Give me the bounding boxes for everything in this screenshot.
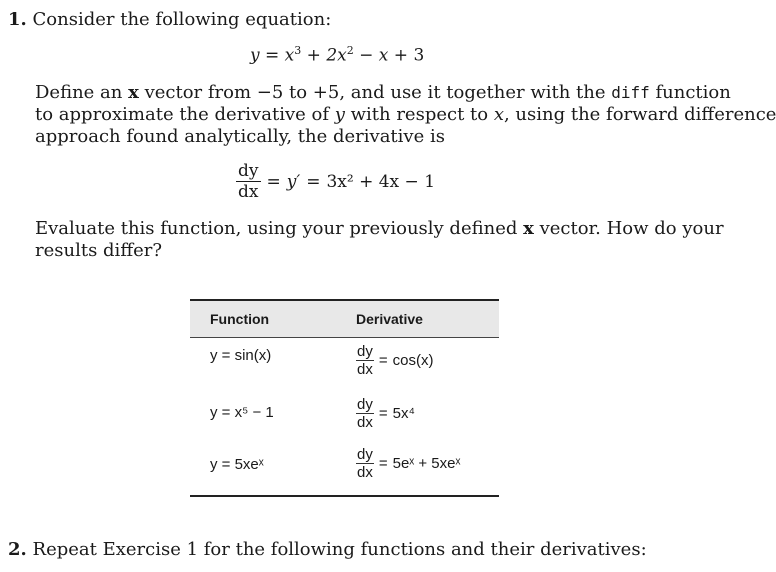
paragraph-line-3: approach found analytically, the derivative is: [35, 126, 445, 147]
italic-x: x: [493, 104, 504, 125]
text: to approximate the derivative of: [35, 104, 335, 125]
eq-plus2: +: [393, 45, 409, 66]
exercise-intro: Consider the following equation:: [32, 9, 332, 30]
deriv-rhs: 5x⁴: [392, 405, 415, 422]
evaluate-line-2: results differ?: [35, 240, 163, 261]
text: with respect to: [344, 104, 494, 125]
table-bottom-rule: [190, 495, 499, 497]
text: Evaluate this function, using your previously defined: [35, 218, 524, 239]
dy-dx-fraction: [236, 161, 261, 202]
eq-lhs: y: [250, 45, 260, 66]
derivative-equation: [236, 161, 435, 202]
eq-term1: x: [284, 45, 295, 66]
dy-dx-fraction: [356, 446, 374, 481]
dy-dx-fraction: [356, 396, 374, 431]
bold-x: x: [523, 218, 534, 239]
eq-exp1: 3: [294, 44, 302, 57]
italic-y: y: [334, 104, 345, 125]
text: vector. How do your: [533, 218, 724, 239]
table-row-2-derivative: [356, 396, 415, 431]
table-header-rule: [190, 337, 499, 338]
paragraph-line-2: [35, 104, 776, 126]
frac-num: dy: [357, 446, 373, 463]
exercise-1-heading: [8, 9, 331, 31]
frac-den: dx: [357, 464, 373, 481]
exercise-number: 1.: [8, 9, 27, 30]
header-function: Function: [210, 311, 270, 327]
eq-minus: −: [359, 45, 374, 66]
eq-const: 3: [413, 45, 425, 66]
eq-equals: =: [378, 352, 388, 369]
derivatives-table: [190, 299, 499, 498]
frac-num: dy: [357, 343, 373, 360]
y-prime: y′: [286, 171, 301, 192]
table-row-1-function: y = sin(x): [210, 347, 272, 364]
eq-exp2: 2: [346, 44, 354, 57]
eq-equals: =: [266, 171, 281, 192]
frac-den: dx: [357, 361, 373, 378]
deriv-rhs: 5eˣ + 5xeˣ: [392, 455, 461, 472]
header-derivative: Derivative: [356, 311, 423, 327]
text: Define an: [35, 82, 129, 103]
eq-equals: =: [306, 171, 321, 192]
frac-num: dy: [238, 161, 259, 181]
text: vector from −5 to +5, and use it together with the: [138, 82, 612, 103]
eq-equals: =: [265, 45, 280, 66]
table-row-3-derivative: [356, 446, 460, 481]
deriv-rhs: 3x² + 4x − 1: [326, 171, 436, 192]
evaluate-line-1: [35, 218, 724, 240]
eq-term2: 2x: [326, 45, 347, 66]
exercise-number: 2.: [8, 539, 27, 560]
frac-den: dx: [357, 414, 373, 431]
eq-term3: x: [378, 45, 389, 66]
eq-equals: =: [378, 455, 388, 472]
eq-equals: =: [378, 405, 388, 422]
table-row-2-function: y = x⁵ − 1: [210, 404, 274, 421]
text: , using the forward difference: [503, 104, 776, 125]
eq-plus1: +: [306, 45, 321, 66]
paragraph-line-1: [35, 82, 731, 104]
exercise-text: Repeat Exercise 1 for the following functions and their derivatives:: [32, 539, 647, 560]
code-diff: diff: [611, 83, 650, 102]
text: function: [649, 82, 731, 103]
bold-x: x: [128, 82, 139, 103]
exercise-2-heading: [8, 539, 647, 561]
frac-num: dy: [357, 396, 373, 413]
deriv-rhs: cos(x): [392, 352, 434, 369]
table-row-1-derivative: [356, 343, 433, 378]
frac-den: dx: [238, 182, 259, 202]
table-row-3-function: y = 5xeˣ: [210, 456, 264, 473]
table-header: [190, 301, 499, 337]
dy-dx-fraction: [356, 343, 374, 378]
main-equation: [250, 44, 424, 66]
